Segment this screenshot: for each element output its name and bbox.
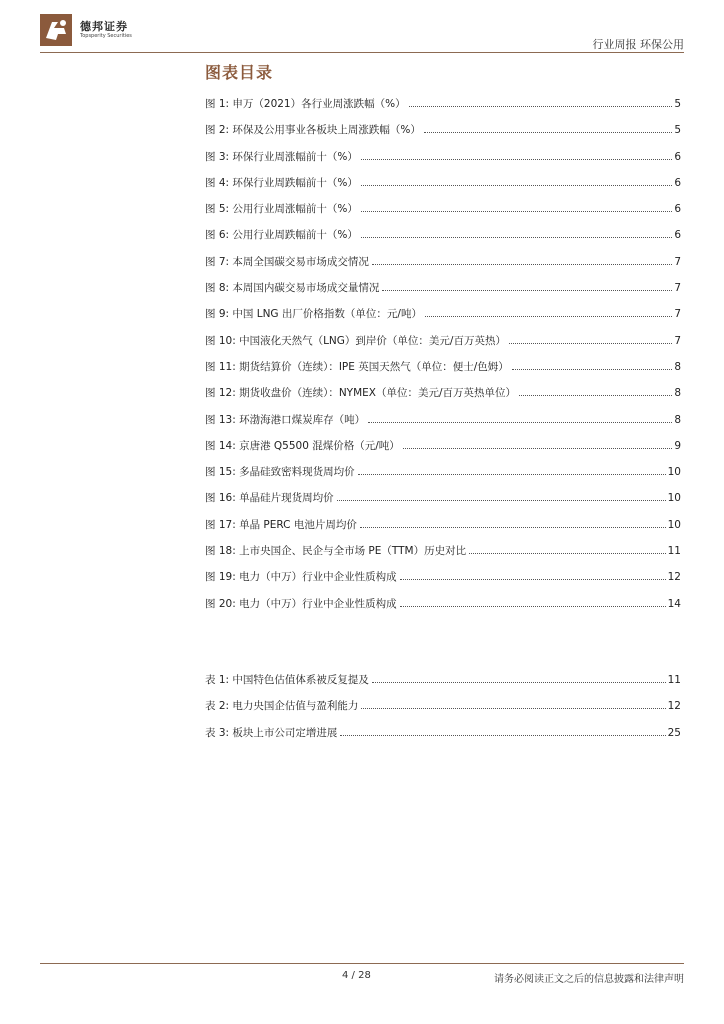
toc-entry-table-2[interactable] [205, 698, 681, 724]
dot-leader [469, 553, 666, 554]
toc-entry-table-3[interactable] [205, 725, 681, 751]
toc-entry-page: 7 [674, 282, 681, 295]
dot-leader [409, 106, 673, 107]
dot-leader [372, 264, 672, 265]
toc-entry-label: 图 9: 中国 LNG 出厂价格指数（单位：元/吨） [205, 308, 422, 321]
dot-leader [361, 159, 672, 160]
toc-entry-fig-7[interactable] [205, 254, 681, 280]
dot-leader [372, 682, 666, 683]
dot-leader [512, 369, 673, 370]
toc-entry-fig-5[interactable] [205, 201, 681, 227]
dot-leader [358, 474, 666, 475]
toc-entry-page: 6 [674, 229, 681, 242]
toc-entry-label: 图 3: 环保行业周涨幅前十（%） [205, 150, 358, 163]
header-divider [40, 52, 684, 53]
dot-leader [403, 448, 673, 449]
toc-entry-label: 图 14: 京唐港 Q5500 混煤价格（元/吨） [205, 439, 400, 452]
toc-entry-page: 5 [674, 124, 681, 137]
toc-entry-fig-16[interactable] [205, 490, 681, 516]
table-list [205, 672, 681, 751]
dot-leader [400, 579, 666, 580]
toc-entry-fig-13[interactable] [205, 412, 681, 438]
logo-name: 德邦证券 [80, 20, 128, 33]
dot-leader [361, 237, 672, 238]
dot-leader [337, 500, 666, 501]
dot-leader [519, 395, 672, 396]
toc-entry-label: 图 20: 电力（中万）行业中企业性质构成 [205, 597, 397, 610]
toc-entry-page: 9 [674, 439, 681, 452]
toc-entry-fig-8[interactable] [205, 280, 681, 306]
legal-disclaimer: 请务必阅读正文之后的信息披露和法律声明 [494, 974, 684, 985]
dot-leader [425, 316, 672, 317]
dot-leader [361, 211, 672, 212]
toc-entry-fig-3[interactable] [205, 149, 681, 175]
toc-entry-label: 图 4: 环保行业周跌幅前十（%） [205, 176, 358, 189]
toc-entry-label: 图 1: 申万（2021）各行业周涨跌幅（%） [205, 98, 406, 110]
toc-entry-table-1[interactable] [205, 672, 681, 698]
logo-mark-icon [40, 14, 72, 46]
dot-leader [340, 735, 665, 736]
toc-entry-label: 图 6: 公用行业周跌幅前十（%） [205, 229, 358, 242]
toc-entry-page: 6 [674, 203, 681, 216]
toc-entry-page: 5 [674, 98, 681, 110]
dot-leader [424, 132, 672, 133]
toc-entry-page: 10 [667, 492, 681, 505]
footer-divider [40, 963, 684, 964]
toc-entry-label: 表 2: 电力央国企估值与盈利能力 [205, 700, 359, 713]
toc-entry-page: 7 [674, 255, 681, 268]
toc-entry-label: 表 3: 板块上市公司定增进展 [205, 726, 338, 739]
dot-leader [382, 290, 672, 291]
toc-entry-page: 6 [674, 150, 681, 163]
dot-leader [361, 708, 665, 709]
toc-entry-label: 图 13: 环渤海港口煤炭库存（吨） [205, 413, 366, 426]
toc-entry-fig-9[interactable] [205, 306, 681, 332]
page-number: 4 / 28 [342, 970, 371, 981]
toc-entry-page: 6 [674, 176, 681, 189]
toc-entry-label: 图 16: 单晶硅片现货周均价 [205, 492, 334, 505]
toc-entry-page: 11 [667, 674, 681, 686]
toc-entry-fig-4[interactable] [205, 175, 681, 201]
toc-entry-fig-14[interactable] [205, 438, 681, 464]
toc-entry-page: 10 [667, 518, 681, 531]
toc-entry-page: 14 [667, 597, 681, 610]
toc-entry-page: 25 [667, 726, 681, 739]
toc-entry-fig-17[interactable] [205, 517, 681, 543]
toc-entry-page: 10 [667, 466, 681, 479]
toc-entry-label: 图 18: 上市央国企、民企与全市场 PE（TTM）历史对比 [205, 545, 467, 558]
dot-leader [360, 527, 666, 528]
toc-entry-page: 12 [667, 571, 681, 584]
figure-list [205, 96, 681, 622]
toc-entry-label: 图 7: 本周全国碳交易市场成交情况 [205, 255, 369, 268]
toc-entry-fig-19[interactable] [205, 569, 681, 595]
toc-entry-label: 图 11: 期货结算价（连续）：IPE 英国天然气（单位：便士/色姆） [205, 360, 509, 373]
logo-subtitle: Topsperity Securities [80, 33, 132, 39]
toc-entry-page: 8 [674, 360, 681, 373]
toc-entry-fig-15[interactable] [205, 464, 681, 490]
toc-entry-page: 8 [674, 413, 681, 426]
toc-entry-fig-20[interactable] [205, 596, 681, 622]
toc-entry-page: 8 [674, 387, 681, 400]
company-logo [40, 14, 140, 50]
toc-entry-fig-12[interactable] [205, 385, 681, 411]
toc-entry-label: 图 17: 单晶 PERC 电池片周均价 [205, 518, 357, 531]
toc-entry-page: 11 [667, 545, 681, 558]
toc-entry-fig-10[interactable] [205, 333, 681, 359]
toc-entry-page: 7 [674, 334, 681, 347]
toc-entry-page: 7 [674, 308, 681, 321]
toc-entry-fig-6[interactable] [205, 227, 681, 253]
toc-entry-label: 图 5: 公用行业周涨幅前十（%） [205, 203, 358, 216]
toc-entry-page: 12 [667, 700, 681, 713]
dot-leader [368, 422, 672, 423]
toc-entry-fig-2[interactable] [205, 122, 681, 148]
toc-entry-label: 图 12: 期货收盘价（连续）：NYMEX（单位：美元/百万英热单位） [205, 387, 517, 400]
toc-entry-label: 图 15: 多晶硅致密料现货周均价 [205, 466, 355, 479]
toc-entry-label: 图 19: 电力（中万）行业中企业性质构成 [205, 571, 397, 584]
toc-entry-fig-18[interactable] [205, 543, 681, 569]
toc-entry-fig-11[interactable] [205, 359, 681, 385]
dot-leader [361, 185, 672, 186]
toc-entry-label: 图 2: 环保及公用事业各板块上周涨跌幅（%） [205, 124, 421, 137]
dot-leader [509, 343, 672, 344]
toc-entry-fig-1[interactable] [205, 96, 681, 122]
toc-title: 图表目录 [205, 63, 274, 82]
toc-entry-label: 图 10: 中国液化天然气（LNG）到岸价（单位：美元/百万英热） [205, 334, 506, 347]
toc-entry-label: 图 8: 本周国内碳交易市场成交量情况 [205, 282, 380, 295]
toc-entry-label: 表 1: 中国特色估值体系被反复提及 [205, 674, 369, 686]
report-category: 行业周报 环保公用 [592, 38, 684, 51]
dot-leader [400, 606, 666, 607]
